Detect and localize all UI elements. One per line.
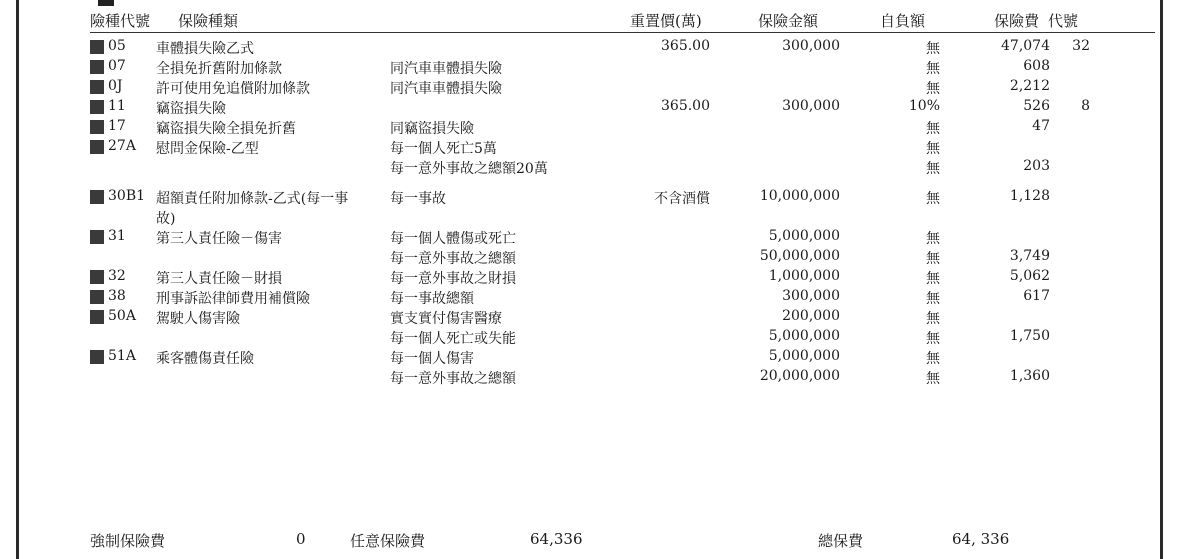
total-value: 64, 336 <box>952 530 1010 548</box>
row-name: 竊盜損失險 <box>156 101 226 117</box>
row-premium: 2,212 <box>1009 78 1050 94</box>
row-deductible: 無 <box>926 331 940 347</box>
row-deductible: 無 <box>926 41 940 57</box>
row-deductible: 無 <box>926 121 940 137</box>
row-amount: 5,000,000 <box>768 328 840 344</box>
row-code: 31 <box>108 228 126 244</box>
left-border <box>16 0 19 559</box>
insurance-document <box>80 0 1155 559</box>
row-premium: 47,074 <box>1001 38 1050 54</box>
row-premium: 47 <box>1032 118 1050 134</box>
row-deductible: 無 <box>926 161 940 177</box>
row-code: 11 <box>108 98 126 114</box>
row-name: 刑事訴訟律師費用補償險 <box>156 291 310 307</box>
row-deductible: 無 <box>926 61 940 77</box>
optional-label: 任意保險費 <box>350 532 426 550</box>
row-premium: 526 <box>1023 98 1050 114</box>
row-premium: 5,062 <box>1009 268 1050 284</box>
row-marker-square <box>90 190 104 204</box>
row-code2: 8 <box>1081 98 1090 114</box>
row-desc: 每一意外事故之總額 <box>390 251 516 267</box>
row-name: 乘客體傷責任險 <box>156 351 254 367</box>
header-deductible: 自負額 <box>880 12 926 30</box>
row-deductible: 無 <box>926 311 940 327</box>
row-name: 竊盜損失險全損免折舊 <box>156 121 296 137</box>
row-desc: 同汽車車體損失險 <box>390 61 502 77</box>
table-row <box>90 288 1155 308</box>
row-amount: 200,000 <box>782 308 840 324</box>
header-type: 保險種類 <box>178 12 239 30</box>
row-code: 27A <box>108 138 136 154</box>
table-row <box>90 98 1155 118</box>
row-amount: 5,000,000 <box>768 348 840 364</box>
row-deductible: 無 <box>926 351 940 367</box>
row-amount: 1,000,000 <box>768 268 840 284</box>
row-desc: 同汽車車體損失險 <box>390 81 502 97</box>
top-mark <box>98 0 114 6</box>
row-replacement: 365.00 <box>661 98 710 114</box>
row-desc: 同竊盜損失險 <box>390 121 474 137</box>
row-desc: 每一意外事故之財損 <box>390 271 516 287</box>
row-desc: 每一個人死亡5萬 <box>390 141 497 157</box>
table-row <box>90 188 1155 208</box>
optional-value: 64,336 <box>530 530 583 548</box>
row-marker-square <box>90 100 104 114</box>
premium-summary <box>90 530 1155 552</box>
row-desc: 每一事故 <box>390 191 446 207</box>
row-name: 故) <box>156 211 176 227</box>
table-row <box>90 208 1155 228</box>
header-replacement: 重置價(萬) <box>630 12 702 30</box>
row-code: 05 <box>108 38 126 54</box>
header-amount: 保險金額 <box>758 12 819 30</box>
row-marker-square <box>90 230 104 244</box>
header-code2: 代號 <box>1048 12 1079 30</box>
row-premium: 203 <box>1023 158 1050 174</box>
header-premium: 保險費 <box>994 12 1040 30</box>
table-row <box>90 368 1155 388</box>
row-deductible: 無 <box>926 251 940 267</box>
table-row <box>90 228 1155 248</box>
table-row <box>90 328 1155 348</box>
row-premium: 1,128 <box>1009 188 1050 204</box>
row-code: 51A <box>108 348 136 364</box>
row-desc: 每一意外事故之總額20萬 <box>390 161 548 177</box>
row-code: 17 <box>108 118 126 134</box>
row-replacement: 365.00 <box>661 38 710 54</box>
row-premium: 608 <box>1023 58 1050 74</box>
table-header <box>90 10 1155 32</box>
table-row <box>90 158 1155 178</box>
row-code: 0J <box>108 78 123 94</box>
row-name: 駕駛人傷害險 <box>156 311 240 327</box>
row-code: 50A <box>108 308 136 324</box>
row-desc: 每一事故總額 <box>390 291 474 307</box>
row-code: 30B1 <box>108 188 146 204</box>
row-deductible: 無 <box>926 191 940 207</box>
row-marker-square <box>90 310 104 324</box>
row-amount: 300,000 <box>782 98 840 114</box>
row-marker-square <box>90 140 104 154</box>
table-row <box>90 58 1155 78</box>
row-deductible: 無 <box>926 81 940 97</box>
table-row <box>90 308 1155 328</box>
row-marker-square <box>90 270 104 284</box>
row-deductible: 無 <box>926 271 940 287</box>
row-premium: 617 <box>1023 288 1050 304</box>
row-replacement: 不含酒償 <box>654 191 710 207</box>
row-amount: 300,000 <box>782 288 840 304</box>
row-desc: 每一意外事故之總額 <box>390 371 516 387</box>
row-amount: 5,000,000 <box>768 228 840 244</box>
total-label: 總保費 <box>818 532 864 550</box>
table-row <box>90 138 1155 158</box>
compulsory-label: 強制保險費 <box>90 532 166 550</box>
row-name: 第三人責任險－財損 <box>156 271 282 287</box>
row-marker-square <box>90 350 104 364</box>
table-row <box>90 268 1155 288</box>
row-code2: 32 <box>1072 38 1090 54</box>
row-code: 32 <box>108 268 126 284</box>
row-marker-square <box>90 80 104 94</box>
row-name: 慰問金保險-乙型 <box>156 141 259 157</box>
row-desc: 每一個人死亡或失能 <box>390 331 516 347</box>
row-name: 超額責任附加條款-乙式(每一事 <box>156 191 349 207</box>
header-divider <box>90 32 1155 33</box>
table-row <box>90 348 1155 368</box>
right-border <box>1160 0 1163 559</box>
row-deductible: 無 <box>926 291 940 307</box>
row-amount: 50,000,000 <box>759 248 840 264</box>
header-code: 險種代號 <box>90 12 151 30</box>
table-row <box>90 118 1155 138</box>
row-deductible: 無 <box>926 141 940 157</box>
row-premium: 3,749 <box>1009 248 1050 264</box>
row-deductible: 無 <box>926 231 940 247</box>
table-row <box>90 38 1155 58</box>
row-name: 第三人責任險－傷害 <box>156 231 282 247</box>
row-desc: 實支實付傷害醫療 <box>390 311 502 327</box>
row-marker-square <box>90 60 104 74</box>
row-desc: 每一個人傷害 <box>390 351 474 367</box>
row-deductible: 無 <box>926 371 940 387</box>
table-row <box>90 78 1155 98</box>
row-premium: 1,750 <box>1009 328 1050 344</box>
row-marker-square <box>90 290 104 304</box>
row-deductible: 10% <box>908 98 940 114</box>
row-marker-square <box>90 120 104 134</box>
row-name: 全損免折舊附加條款 <box>156 61 282 77</box>
row-amount: 300,000 <box>782 38 840 54</box>
table-row <box>90 248 1155 268</box>
row-name: 許可使用免追償附加條款 <box>156 81 310 97</box>
row-name: 車體損失險乙式 <box>156 41 254 57</box>
row-amount: 10,000,000 <box>759 188 840 204</box>
row-code: 07 <box>108 58 126 74</box>
compulsory-value: 0 <box>296 530 306 548</box>
row-code: 38 <box>108 288 126 304</box>
row-premium: 1,360 <box>1009 368 1050 384</box>
row-desc: 每一個人體傷或死亡 <box>390 231 516 247</box>
row-amount: 20,000,000 <box>759 368 840 384</box>
row-marker-square <box>90 40 104 54</box>
